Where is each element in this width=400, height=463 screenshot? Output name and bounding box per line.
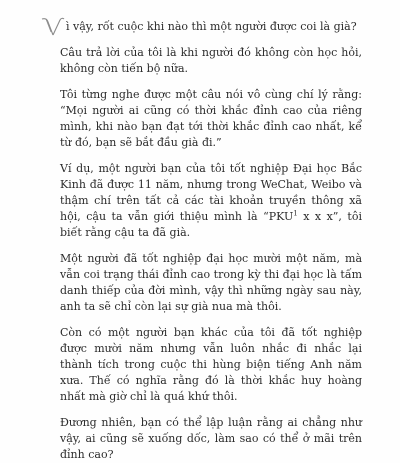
paragraph-3 <box>60 87 362 151</box>
paragraph-4 <box>60 161 362 241</box>
paragraph-5 <box>60 251 362 315</box>
paragraph-7-text: Đương nhiên, bạn có thể lập luận rằng ai chẳng như vậy, ai cũng sẽ xuống dốc, làm sao có thể ở mãi trên đỉnh cao? <box>60 416 362 461</box>
paragraph-4-text-after: x x x”, tôi biết rằng cậu ta đã già. <box>60 210 362 239</box>
paragraph-7 <box>60 415 362 463</box>
paragraph-5-text: Một người đã tốt nghiệp đại học mười một năm, mà vẫn coi trạng thái đỉnh cao trong kỳ thi đại học là tấm danh thiếp của đời mình, vậy thì những ngày sau này, anh ta sẽ chỉ còn lại sự già nua mà thôi. <box>60 252 362 313</box>
paragraph-3-text: Tôi từng nghe được một câu nói vô cùng chí lý rằng: “Mọi người ai cũng có thời khắc đỉnh cao của riêng mình, khi nào bạn đạt tới thời khắc đỉnh cao nhất, kể từ đó, bạn sẽ bắt đầu già đi.” <box>60 88 362 149</box>
footnote-marker: 1 <box>293 209 298 218</box>
paragraph-6-text: Còn có một người bạn khác của tôi đã tốt nghiệp được mười năm nhưng vẫn luôn nhắc đi nhắc lại thành tích trong cuộc thi hùng biện tiếng Anh năm xưa. Thế có nghĩa rằng đó là thời khắc huy hoàng nhất mà giờ chỉ là quá khứ thôi. <box>60 326 362 403</box>
paragraph-6 <box>60 325 362 405</box>
paragraph-1 <box>60 19 362 35</box>
decorative-dropcap-v <box>40 16 66 38</box>
paragraph-2-text: Câu trả lời của tôi là khi người đó không còn học hỏi, không còn tiến bộ nữa. <box>60 46 362 75</box>
paragraph-2 <box>60 45 362 77</box>
dropcap-v-inner-stroke <box>46 19 51 32</box>
dropcap-v-right-stroke <box>53 18 64 35</box>
dropcap-v-left-stroke <box>42 19 53 35</box>
paragraph-1-text: ì vậy, rốt cuộc khi nào thì một người được coi là già? <box>66 20 357 33</box>
paragraph-4-text-before: Ví dụ, một người bạn của tôi tốt nghiệp Đại học Bắc Kinh đã được 11 năm, nhưng trong WeChat, Weibo và thậm chí trên tất cả các tài khoản truyền thông xã hội, cậu ta vẫn giới thiệu mình là “PKU <box>60 162 362 223</box>
